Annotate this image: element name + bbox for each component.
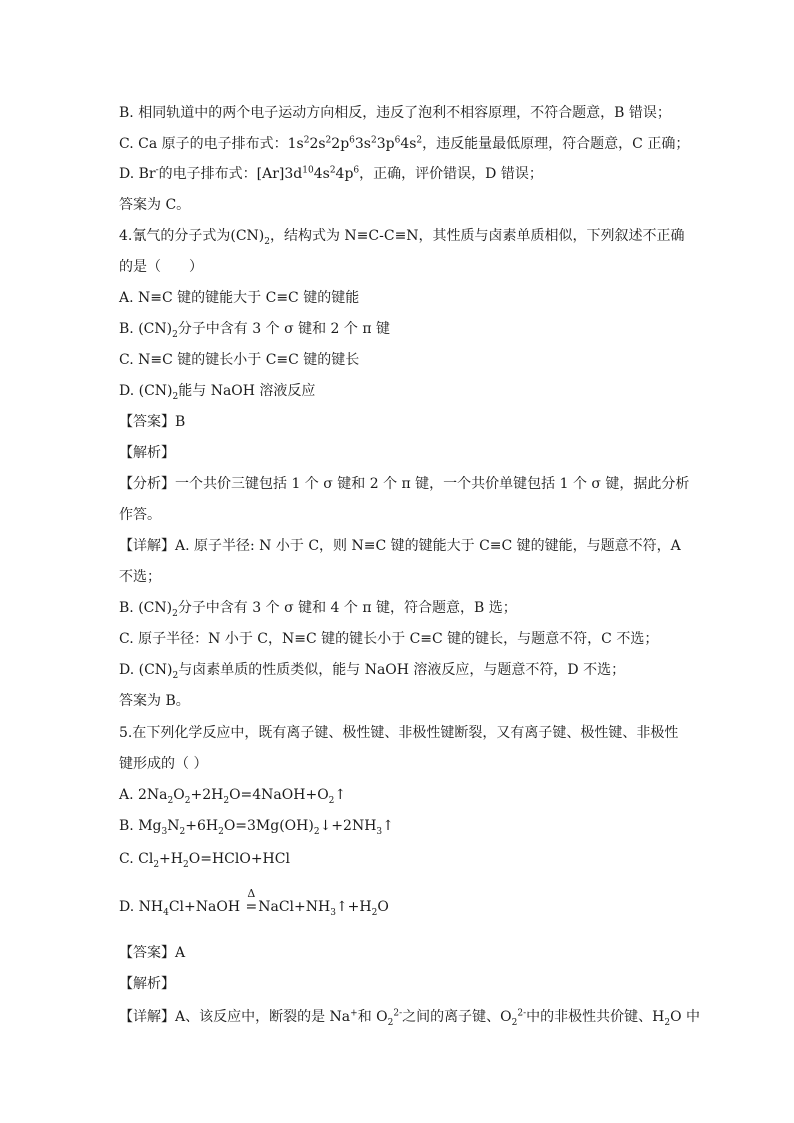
q4-analysis-label: 【解析】 [119, 445, 175, 461]
q4-fenxi-line2: 作答。 [119, 507, 161, 523]
q4-answer: 【答案】B [119, 414, 186, 430]
q5-option-b: B. $Mg_3N_2+6H_2O=3Mg(OH)_2↓+2NH_3↑$ [119, 818, 394, 837]
q4-xiangjie-c: C. 原子半径：N 小于 C，N≡C 键的键长小于 C≡C 键的键长，与题意不符，C 不选； [119, 631, 659, 647]
q4-xiangjie-d: D. $(CN)_2$与卤素单质的性质类似，能与 NaOH 溶液反应，与题意不符，D 不选； [119, 662, 626, 681]
q3-explain-d: D. Br-的电子排布式：$[Ar]3d^{10}4s^24p^6$，正确，评价错误，D 错误； [119, 165, 543, 182]
q4-stem-line1: 4.氰气的分子式为$(CN)_2$，结构式为 N≡C-C≡N，其性质与卤素单质相似，下列叙述不正确 [119, 228, 685, 247]
q5-xiangjie-line1: 【详解】A、该反应中，断裂的是 Na+和 $O_2^{2-}$之间的离子键、$O_2^{2-}$中的非极性共价键、$H_2O$ 中 [119, 1008, 701, 1028]
q3-answer: 答案为 C。 [119, 197, 191, 213]
q3-explain-c: C. Ca 原子的电子排布式：$1s^22s^22p^63s^23p^64s^2$，违反能量最低原理，符合题意，C 正确； [119, 135, 690, 152]
q4-xiangjie-line1: 【详解】A. 原子半径: N 小于 C，则 N≡C 键的键能大于 C≡C 键的键能，与题意不符，A [119, 538, 681, 554]
q5-stem-line2: 键形成的（ ） [119, 756, 208, 772]
q4-xiangjie-b: B. $(CN)_2$分子中含有 3 个 σ 键和 4 个 π 键，符合题意，B 选； [119, 600, 517, 619]
q4-option-c: C. N≡C 键的键长小于 C≡C 键的键长 [119, 352, 360, 368]
q5-analysis-label: 【解析】 [119, 976, 175, 992]
q5-option-a: A. $2Na_2O_2+2H_2O=4NaOH+O_2↑$ [119, 787, 347, 806]
q5-answer: 【答案】A [119, 945, 186, 961]
q5-option-d: D. $NH_4Cl+NaOH$ Δ $=NaCl+NH_3↑+H_2O$ [119, 887, 389, 918]
q5-option-c: C. $Cl_2+H_2O=HClO+HCl$ [119, 851, 290, 870]
q4-option-a: A. N≡C 键的键能大于 C≡C 键的键能 [119, 290, 360, 306]
q5-stem-line1: 5.在下列化学反应中，既有离子键、极性键、非极性键断裂，又有离子键、极性键、非极性 [119, 725, 679, 741]
q4-option-b: B. $(CN)_2$分子中含有 3 个 σ 键和 2 个 π 键 [119, 321, 390, 340]
q4-final-answer: 答案为 B。 [119, 693, 190, 709]
q4-option-d: D. $(CN)_2$能与 NaOH 溶液反应 [119, 383, 316, 402]
heating-equals-sign: Δ = [245, 887, 258, 915]
q4-xiangjie-line2: 不选； [119, 569, 161, 585]
q4-fenxi-line1: 【分析】一个共价三键包括 1 个 σ 键和 2 个 π 键，一个共价单键包括 1 个 σ 键，据此分析 [119, 476, 690, 492]
q3-explain-b: B. 相同轨道中的两个电子运动方向相反，违反了泡利不相容原理，不符合题意，B 错误； [119, 105, 671, 121]
q4-stem-line2: 的是（ ） [119, 259, 203, 275]
